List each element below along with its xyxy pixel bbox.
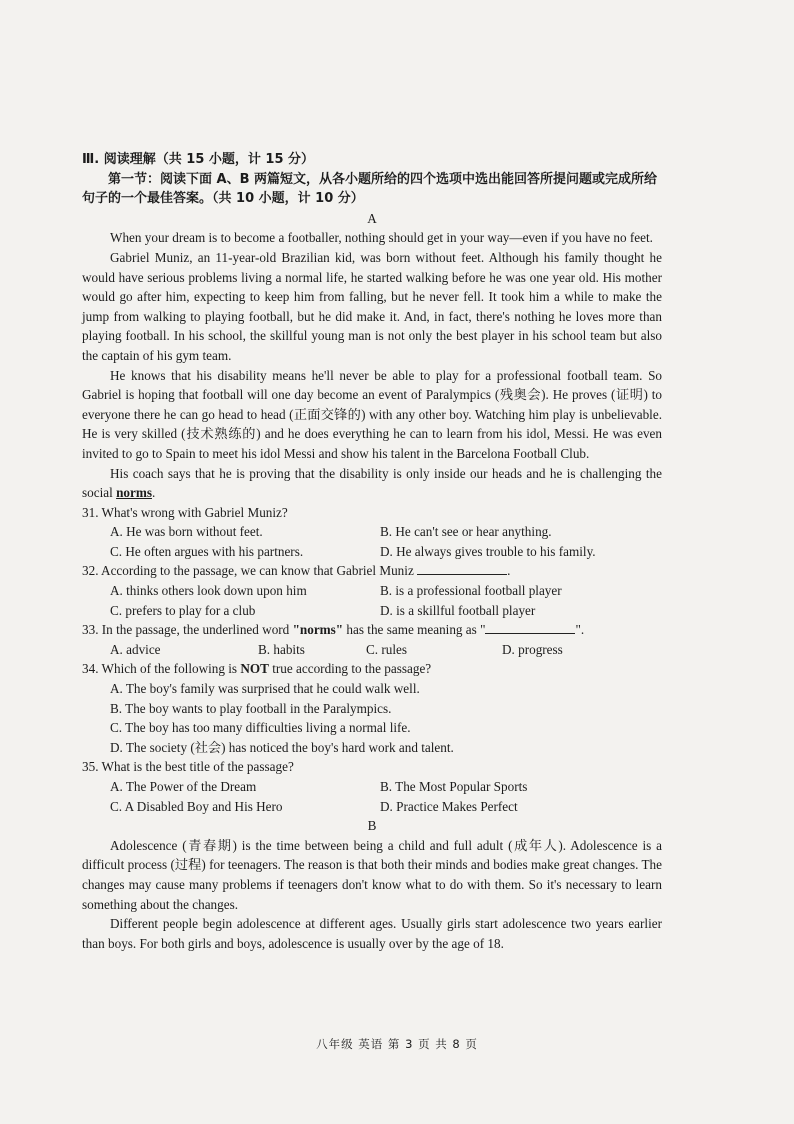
option-b: B. The Most Popular Sports [380,779,528,794]
passage-b-paragraph-2: Different people begin adolescence at different ages. Usually girls start adolescence two years earlier than boys. For both girls and boys, adolescence is usually over by the age of 18. [82,916,662,951]
underlined-word-norms: norms [116,485,152,501]
question-stem-text-2: has the same meaning as " [343,622,486,638]
option-a: A. He was born without feet. [110,524,263,540]
question-stem [82,561,662,581]
question-34 [82,659,662,757]
passage-a-paragraph-3: He knows that his disability means he'll never be able to play for a professional football team. So Gabriel is hoping that football will one day become an event of Paralympics (残奥会). He proves (证明) to everyone there he can go head to head (正面交锋的) with any other boy. Watching him play is unbelievable. He is very skilled (技术熟练的) and he does everything he can to learn from his idol, Messi. He was even invited to go to Spain to meet his idol Messi and show his talent in the Barcelona Football Club. [82,367,662,461]
paragraph-4-text: His coach says that he is proving that the disability is only inside our heads and he is challenging the social [82,465,662,501]
answer-blank [417,562,507,575]
option-d: D. is a skillful football player [380,602,536,618]
option-a: A. advice [110,641,161,657]
question-stem [82,620,662,640]
passage-a-paragraph-4 [82,464,662,503]
option-d: D. The society (社会) has noticed the boy's hard work and talent. [110,739,454,755]
option-d: D. Practice Makes Perfect [380,798,518,814]
passage-b-paragraph-1: Adolescence (青春期) is the time between being a child and full adult (成年人). Adolescence is a difficult process (过程) for teenagers. The reason is that both their minds and bodies make great changes. The changes may cause many problems if teenagers don't know what to do with them. So it's necessary to learn something about the changes. [82,837,662,912]
option-d: D. progress [502,641,563,657]
question-stem-end: ". [575,622,585,638]
option-b: B. He can't see or hear anything. [380,524,552,540]
option-a: A. The boy's family was surprised that he could walk well. [110,681,420,697]
question-stem-text: 32. According to the passage, we can know that Gabriel Muniz [82,563,414,579]
question-stem: 31. What's wrong with Gabriel Muniz? [82,504,288,520]
question-keyword: "norms" [292,622,344,638]
option-c: C. The boy has too many difficulties living a normal life. [110,720,411,736]
option-c: C. rules [366,641,408,657]
question-31 [82,503,662,562]
option-b: B. is a professional football player [380,583,562,599]
passage-a-paragraph-2: Gabriel Muniz, an 11-year-old Brazilian kid, was born without feet. Although his family thought he would have serious problems living a normal life, he started walking before he was one year old. His mother would go after him, expecting to keep him from falling, but he never fell. It took him a while to make the jump from walking to playing football, but he did make it. And, in fact, there's nothing he loves more than playing football. In his school, the skillful young man is not only the best player in his school team but also the captain of his gym team. [82,249,662,363]
question-keyword: NOT [240,661,269,677]
section-intro: 第一节：阅读下面 A、B 两篇短文，从各小题所给的四个选项中选出能回答所提问题或完成所给句子的一个最佳答案。（共 10 小题，计 10 分） [82,171,658,207]
passage-a-paragraph-1: When your dream is to become a footballer, nothing should get in your way—even if you have no feet. [110,230,653,246]
option-b: B. habits [258,641,305,657]
question-32 [82,561,662,620]
paragraph-4-end: . [151,485,156,501]
section-title: Ⅲ. 阅读理解（共 15 小题，计 15 分） [82,152,315,167]
answer-blank [485,621,575,634]
question-stem-end: . [507,563,511,579]
question-stem: 35. What is the best title of the passage? [82,759,294,775]
question-stem-text: 34. Which of the following is [82,661,241,677]
option-a: A. thinks others look down upon him [110,583,307,599]
option-a: A. The Power of the Dream [110,779,257,794]
question-stem-text-2: true according to the passage? [268,661,432,677]
question-33 [82,620,662,659]
page-footer: 八年级 英语 第 3 页 共 8 页 [316,1037,478,1051]
option-c: C. prefers to play for a club [110,602,256,618]
passage-b-label: B [367,818,377,834]
option-c: C. He often argues with his partners. [110,543,304,559]
question-stem [82,659,662,679]
question-stem-text: 33. In the passage, the underlined word [82,622,293,638]
passage-a-label: A [367,210,377,226]
option-b: B. The boy wants to play football in the Paralympics. [110,700,392,716]
page-content [82,150,662,953]
question-35 [82,757,662,816]
option-c: C. A Disabled Boy and His Hero [110,798,283,814]
option-d: D. He always gives trouble to his family. [380,543,596,559]
